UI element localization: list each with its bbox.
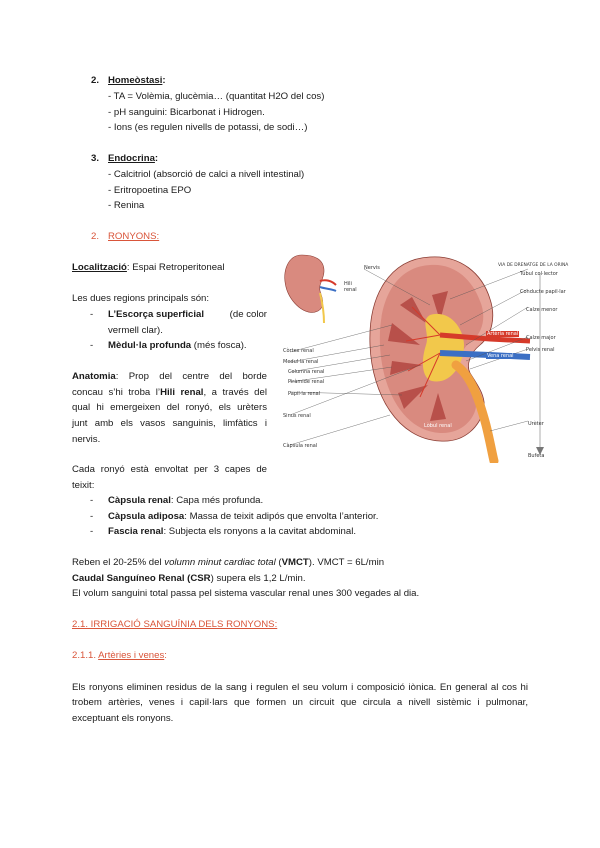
capes-item-text: : Subjecta els ronyons a la cavitat abdominal. [163, 526, 356, 537]
capes-item-bold: Càpsula adiposa [108, 511, 185, 522]
homeostasi-number: 2. [91, 75, 100, 86]
label-calze-menor: Calze menor [526, 307, 558, 313]
endocrina-heading [108, 153, 158, 165]
arteries-heading [72, 650, 167, 662]
arteries-number: 2.1.1. [72, 650, 97, 661]
capes-dash: - [90, 511, 94, 522]
label-ureter: Urèter [528, 421, 544, 427]
label-nervis: Nervis [364, 265, 380, 271]
capes-item-text: : Capa més profunda. [170, 495, 264, 506]
regions-item-1-cont: vermell clar). [108, 325, 163, 336]
regions-item-2-rest: (més fosca). [191, 340, 247, 351]
label-hili-renal: Hili renal [344, 281, 357, 293]
capes-item-bold: Càpsula renal [108, 495, 171, 506]
anatomia-line-2 [72, 387, 267, 399]
label-lobul: Lòbul renal [424, 423, 452, 429]
irrigacio-heading: 2.1. IRRIGACIÓ SANGUÍNIA DELS RONYONS: [72, 619, 278, 630]
paragraph-line-2: trobem artèries, venes i capil·lars que formen un circuit que circula a nivell sistèmic i pulmonar, [72, 697, 528, 708]
anatomia-l1: : Prop del centre del borde [115, 371, 267, 382]
endocrina-title: Endocrina [108, 153, 155, 164]
anatomia-l2-rest: , a través del [203, 387, 267, 398]
ronyons-number: 2. [91, 231, 100, 242]
label-arteria: Artèria renal [487, 331, 519, 337]
anatomia-line-3: qual hi emergeixen del ronyó, els urèters [72, 402, 267, 413]
volum-line: El volum sanguini total passa pel sistema vascular renal unes 300 vegades al dia. [72, 588, 420, 599]
regions-item-2 [108, 340, 247, 352]
drainage-arrow [536, 273, 544, 455]
localitzacio-text: : Espai Retroperitoneal [126, 262, 225, 273]
anatomia-line-1 [72, 371, 267, 383]
label-pelvis: Pelvis renal [526, 347, 555, 353]
label-via-drenatge: VIA DE DRENATGE DE LA ORINA [498, 263, 569, 268]
label-capsula: Càpsula renal [283, 443, 318, 449]
endocrina-item: - Calcitriol (absorció de calci a nivell intestinal) [108, 169, 305, 180]
homeostasi-item: - TA = Volèmia, glucèmia… (quantitat H2O del cos) [108, 91, 325, 102]
endocrina-item: - Renina [108, 200, 145, 211]
label-vena: Vena renal [487, 353, 514, 359]
capes-item-text: : Massa de teixit adipós que envolta l’anterior. [184, 511, 379, 522]
homeostasi-title: Homeòstasi [108, 75, 163, 86]
label-sinus: Sinus renal [283, 413, 311, 419]
label-piramide: Piràmide renal [288, 379, 325, 385]
label-columna: Columna renal [288, 369, 325, 375]
capes-item [108, 511, 378, 523]
homeostasi-item: - Ions (es regulen nivells de potassi, de sodi…) [108, 122, 308, 133]
kidney-figure [280, 245, 578, 463]
regions-item-1-rest: (de color [229, 309, 267, 320]
endocrina-number: 3. [91, 153, 100, 164]
regions-dash-2: - [90, 340, 94, 351]
paragraph-line-1: Els ronyons eliminen residus de la sang i regulen el seu volum i composició iònica. En general al cos hi [72, 682, 528, 693]
capes-dash: - [90, 526, 94, 537]
capes-intro-1: Cada ronyó està envoltat per 3 capes de [72, 464, 267, 475]
paragraph-line-3: exceptuant els ronyons. [72, 713, 174, 724]
endocrina-item: - Eritropoetina EPO [108, 185, 192, 196]
homeostasi-heading [108, 75, 166, 87]
anatomia-label: Anatomia [72, 371, 116, 382]
small-kidney-icon [285, 255, 336, 323]
localitzacio [72, 262, 225, 274]
anatomia-l2: concau s’hi troba l’ [72, 387, 161, 398]
regions-dash-1: - [90, 309, 94, 320]
vmct-italic: volumn minut cardiac total [164, 557, 276, 568]
endocrina-colon: : [154, 153, 159, 164]
arteries-colon: : [164, 650, 167, 661]
capes-item-bold: Fascia renal [108, 526, 164, 537]
regions-item-1 [108, 309, 267, 321]
anatomia-line-4: junt amb els vasos sanguinis, limfàtics i [72, 418, 267, 429]
label-calze-major: Calze major [526, 335, 556, 341]
capes-intro-2: teixit: [72, 480, 95, 491]
csr-rest: ) supera els 1,2 L/min. [210, 573, 306, 584]
capes-dash: - [90, 495, 94, 506]
homeostasi-item: - pH sanguini: Bicarbonat i Hidrogen. [108, 107, 265, 118]
anatomia-l2-bold: Hili renal [160, 387, 204, 398]
regions-item-1-bold: L’Escorça superficial [108, 309, 204, 320]
capes-item [108, 495, 263, 507]
homeostasi-colon: : [162, 75, 166, 86]
label-papil-la: Papil·la renal [288, 391, 321, 397]
vmct-line [72, 557, 384, 569]
label-conducte: Conducte papil·lar [520, 289, 566, 295]
label-medulla: Medul·la renal [283, 359, 319, 365]
label-bufeta: Bufeta [528, 453, 545, 459]
vmct-bold: VMCT [281, 557, 309, 568]
kidney-illustration [280, 245, 578, 463]
vmct-mid: ( [275, 557, 282, 568]
regions-item-2-bold: Mèdul·la profunda [108, 340, 192, 351]
csr-line [72, 573, 306, 585]
anatomia-line-5: nervis. [72, 434, 101, 445]
ronyons-heading: RONYONS: [108, 231, 160, 242]
vmct-pre: Reben el 20-25% del [72, 557, 165, 568]
regions-intro: Les dues regions principals són: [72, 293, 210, 304]
csr-bold: Caudal Sanguíneo Renal (CSR [72, 573, 211, 584]
label-cortex: Còrtex renal [283, 348, 314, 354]
arteries-title: Artèries i venes [98, 650, 165, 661]
capes-item [108, 526, 356, 538]
vmct-post: ). VMCT = 6L/min [308, 557, 385, 568]
label-tubul: Túbul col·lector [520, 271, 558, 277]
localitzacio-label: Localització [72, 262, 127, 273]
